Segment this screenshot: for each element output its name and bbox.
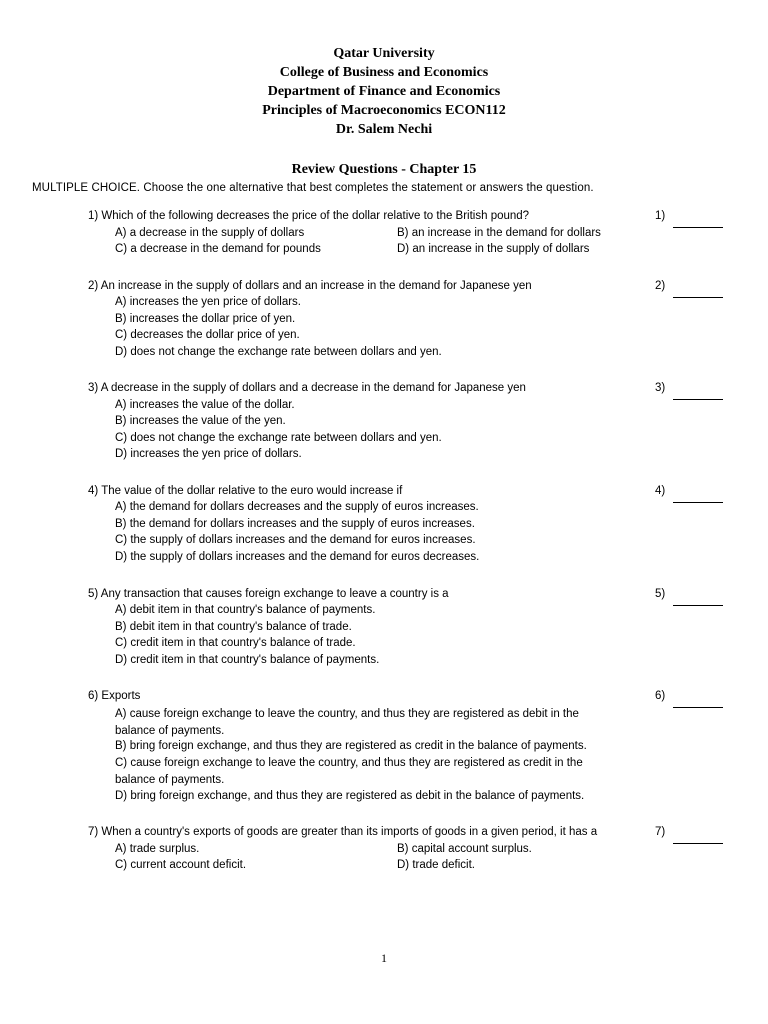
department-name: Department of Finance and Economics — [267, 84, 501, 99]
question-stem: 5) Any transaction that causes foreign exchange to leave a country is a — [88, 588, 449, 600]
option-b: B) increases the dollar price of yen. — [115, 313, 296, 325]
option-a: A) trade surplus. — [115, 843, 200, 855]
instructions: MULTIPLE CHOICE. Choose the one alternative that best completes the statement or answers the question. — [32, 182, 594, 194]
question-stem: 3) A decrease in the supply of dollars and a decrease in the demand for Japanese yen — [88, 382, 526, 394]
answer-blank[interactable] — [673, 591, 723, 606]
option-d: D) credit item in that country's balance of payments. — [115, 654, 380, 666]
answer-blank[interactable] — [673, 283, 723, 298]
option-a: A) increases the value of the dollar. — [115, 399, 295, 411]
answer-blank[interactable] — [673, 693, 723, 708]
option-c: C) current account deficit. — [115, 859, 247, 871]
question-stem: 4) The value of the dollar relative to the euro would increase if — [88, 485, 403, 497]
chapter-title: Review Questions - Chapter 15 — [291, 162, 477, 177]
option-b: B) debit item in that country's balance of trade. — [115, 621, 352, 633]
question-stem: 1) Which of the following decreases the price of the dollar relative to the British pound? — [88, 210, 530, 222]
college-name: College of Business and Economics — [279, 65, 489, 80]
course-name: Principles of Macroeconomics ECON112 — [262, 103, 506, 118]
question-stem: 7) When a country's exports of goods are greater than its imports of goods in a given period, it has a — [88, 826, 598, 838]
option-c: C) does not change the exchange rate between dollars and yen. — [115, 432, 442, 444]
university-name: Qatar University — [333, 46, 435, 61]
option-b: B) bring foreign exchange, and thus they are registered as credit in the balance of payments. — [115, 740, 587, 752]
option-c: C) cause foreign exchange to leave the country, and thus they are registered as credit in the balance of payments. — [115, 757, 583, 786]
answer-blank[interactable] — [673, 488, 723, 503]
option-b: B) an increase in the demand for dollars — [397, 227, 601, 239]
option-c: C) decreases the dollar price of yen. — [115, 329, 300, 341]
option-d: D) bring foreign exchange, and thus they are registered as debit in the balance of payments. — [115, 790, 585, 802]
document-header — [0, 44, 768, 139]
option-c: C) the supply of dollars increases and the demand for euros increases. — [115, 534, 476, 546]
option-d: D) the supply of dollars increases and the demand for euros decreases. — [115, 551, 480, 563]
option-a: A) the demand for dollars decreases and the supply of euros increases. — [115, 501, 479, 513]
option-b: B) capital account surplus. — [397, 843, 532, 855]
option-b: B) increases the value of the yen. — [115, 415, 286, 427]
option-a: A) a decrease in the supply of dollars — [115, 227, 305, 239]
instructor-name: Dr. Salem Nechi — [335, 122, 433, 137]
answer-number: 6) — [655, 690, 666, 702]
answer-number: 2) — [655, 280, 666, 292]
answer-number: 1) — [655, 210, 666, 222]
option-c: C) a decrease in the demand for pounds — [115, 243, 321, 255]
option-a: A) increases the yen price of dollars. — [115, 296, 302, 308]
option-c: C) credit item in that country's balance of trade. — [115, 637, 356, 649]
answer-blank[interactable] — [673, 829, 723, 844]
answer-number: 3) — [655, 382, 666, 394]
option-d: D) trade deficit. — [397, 859, 475, 871]
answer-number: 5) — [655, 588, 666, 600]
question-stem: 2) An increase in the supply of dollars and an increase in the demand for Japanese yen — [88, 280, 532, 292]
answer-blank[interactable] — [673, 213, 723, 228]
answer-number: 7) — [655, 826, 666, 838]
option-a: A) cause foreign exchange to leave the country, and thus they are registered as debit in the balance of payments. — [115, 708, 579, 737]
option-b: B) the demand for dollars increases and the supply of euros increases. — [115, 518, 475, 530]
option-a: A) debit item in that country's balance of payments. — [115, 604, 376, 616]
answer-blank[interactable] — [673, 385, 723, 400]
option-d: D) an increase in the supply of dollars — [397, 243, 590, 255]
answer-number: 4) — [655, 485, 666, 497]
page-number: 1 — [381, 951, 387, 965]
question-stem: 6) Exports — [88, 690, 141, 702]
option-d: D) does not change the exchange rate between dollars and yen. — [115, 346, 442, 358]
option-d: D) increases the yen price of dollars. — [115, 448, 302, 460]
